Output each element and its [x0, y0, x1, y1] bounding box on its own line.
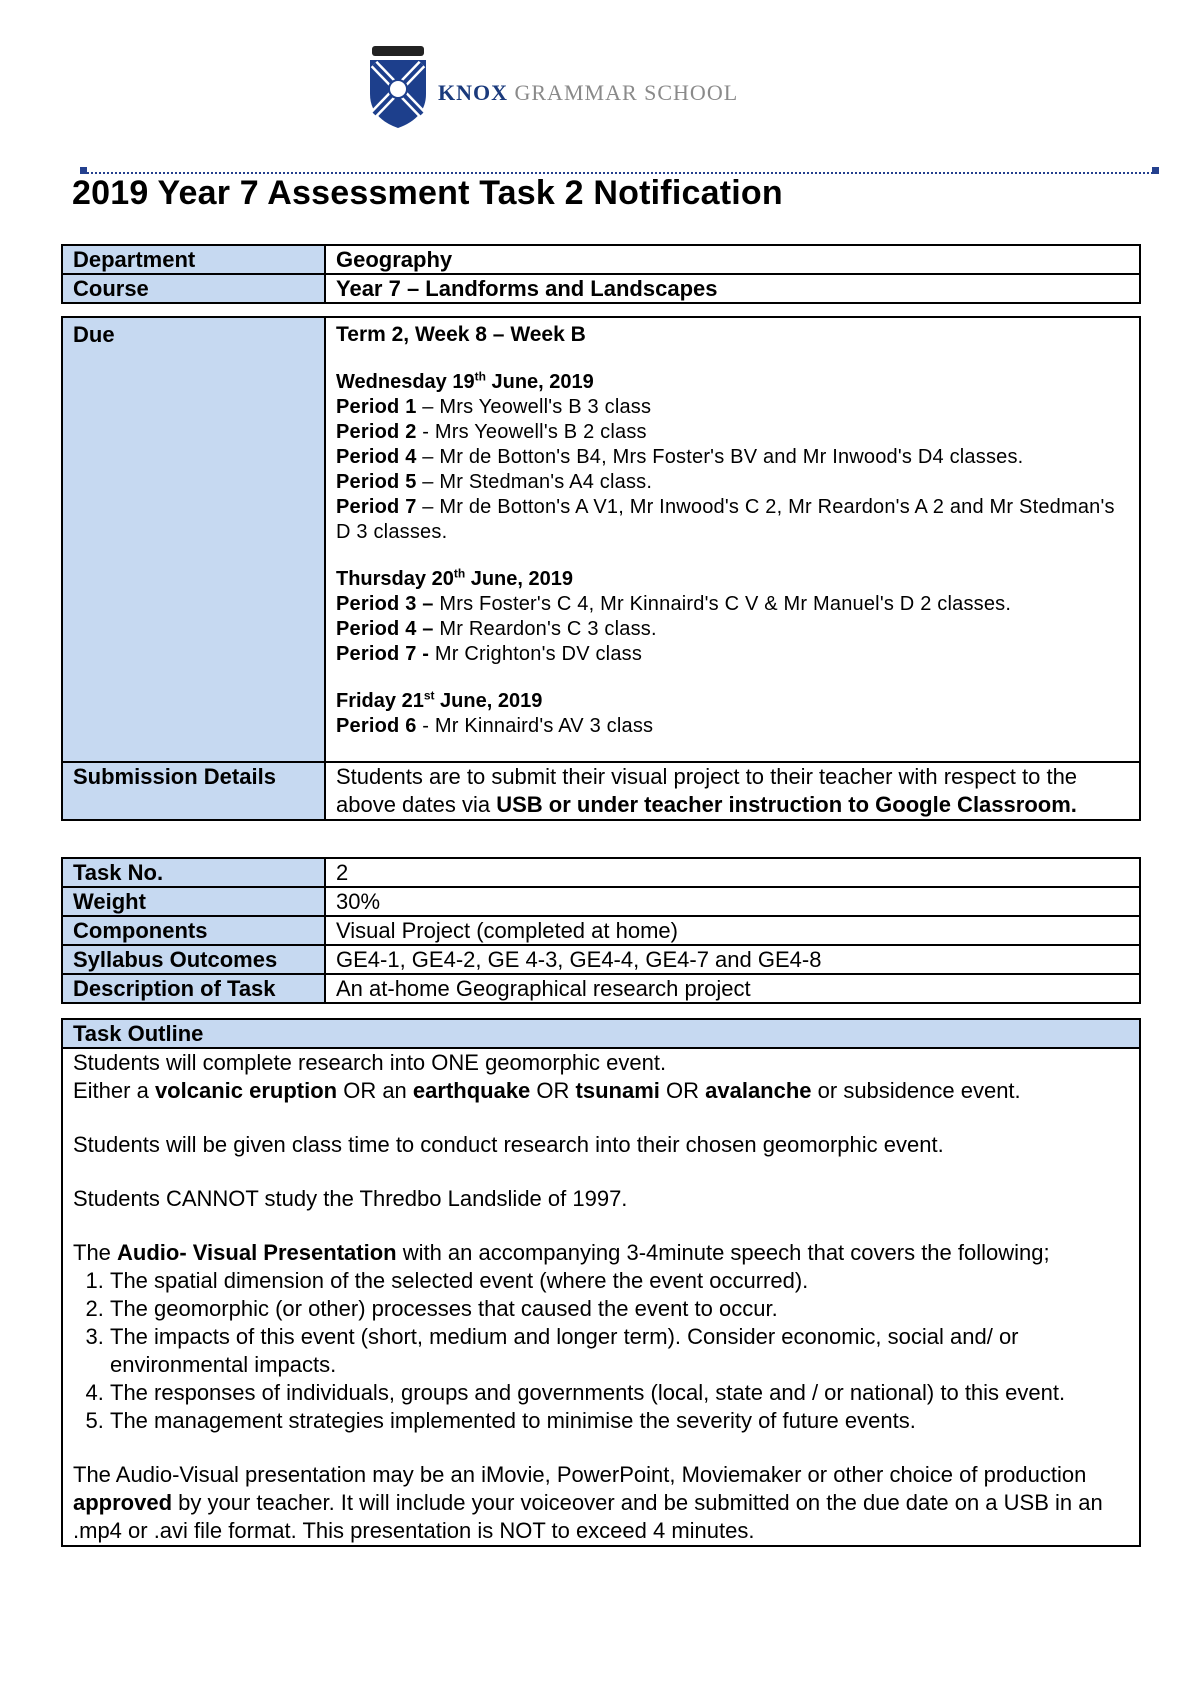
due-label: Due — [62, 317, 325, 762]
bold-run: tsunami — [575, 1078, 660, 1103]
period-line — [336, 495, 1129, 545]
list-item: 4. The responses of individuals, groups and governments (local, state and / or national) to this event. — [110, 1379, 1129, 1407]
school-logo — [366, 44, 766, 130]
list-item: 2. The geomorphic (or other) processes that caused the event to occur. — [110, 1295, 1129, 1323]
period-text: Mr Reardon's C 3 class. — [433, 618, 657, 640]
period-line — [336, 445, 1129, 470]
list-item: 5. The management strategies implemented to minimise the severity of future events. — [110, 1407, 1129, 1435]
task-row-value: GE4-1, GE4-2, GE 4-3, GE4-4, GE4-7 and GE4-8 — [325, 945, 1140, 974]
due-row — [62, 317, 1140, 762]
day-title — [336, 689, 1129, 714]
day-title — [336, 567, 1129, 592]
task-table — [61, 857, 1141, 1004]
submission-text: Students are to submit their visual project to their teacher with respect to the above dates via — [336, 764, 1078, 817]
task-row — [62, 945, 1140, 974]
task-row-label: Components — [62, 916, 325, 945]
period-label: Period 4 — [336, 446, 417, 468]
day-rest: June, 2019 — [465, 568, 573, 590]
period-text: Mr Crighton's DV class — [429, 643, 643, 665]
day-date: Wednesday 19 — [336, 371, 475, 393]
task-row — [62, 887, 1140, 916]
submission-label: Submission Details — [62, 762, 325, 820]
school-name-bold: KNOX — [438, 80, 508, 105]
period-text: – Mr de Botton's A V1, Mr Inwood's C 2, Mr Reardon's A 2 and Mr Stedman's D 3 classes. — [336, 496, 1115, 543]
outline-heading: Task Outline — [62, 1019, 1140, 1048]
text-run: OR an — [337, 1078, 413, 1103]
task-row — [62, 858, 1140, 887]
period-line — [336, 714, 1129, 739]
task-row-value: Visual Project (completed at home) — [325, 916, 1140, 945]
text-run: or subsidence event. — [811, 1078, 1021, 1103]
period-label: Period 3 – — [336, 593, 434, 615]
text-run: OR — [659, 1078, 706, 1103]
page-title: 2019 Year 7 Assessment Task 2 Notification — [72, 174, 783, 212]
outline-line: Students CANNOT study the Thredbo Landslide of 1997. — [73, 1186, 628, 1211]
period-text: – Mrs Yeowell's B 3 class — [416, 396, 652, 418]
outline-body-row — [62, 1048, 1140, 1546]
period-label: Period 6 — [336, 715, 417, 737]
course-table — [61, 244, 1141, 304]
school-name — [438, 80, 738, 106]
course-label: Course — [62, 274, 325, 303]
course-row — [62, 274, 1140, 303]
outline-line: Students will be given class time to conduct research into their chosen geomorphic event. — [73, 1132, 944, 1157]
outline-list — [73, 1267, 1129, 1435]
course-value: Year 7 – Landforms and Landscapes — [325, 274, 1140, 303]
period-line — [336, 617, 1129, 642]
task-row-value: 2 — [325, 858, 1140, 887]
task-row-value: An at-home Geographical research project — [325, 974, 1140, 1003]
day-title — [336, 370, 1129, 395]
due-heading: Term 2, Week 8 – Week B — [336, 323, 586, 346]
due-table — [61, 316, 1141, 821]
day-rest: June, 2019 — [485, 371, 594, 393]
list-item: 1. The spatial dimension of the selected event (where the event occurred). — [110, 1267, 1129, 1295]
bold-run: volcanic eruption — [154, 1078, 338, 1103]
text-run: Either a — [73, 1078, 155, 1103]
outline-body — [62, 1048, 1140, 1546]
submission-row — [62, 762, 1140, 820]
school-name-rest: GRAMMAR SCHOOL — [514, 80, 739, 105]
spacer — [73, 1213, 1129, 1239]
day-date: Thursday 20 — [336, 568, 454, 590]
task-row-value: 30% — [325, 887, 1140, 916]
submission-value — [325, 762, 1140, 820]
task-row — [62, 916, 1140, 945]
text-run: with an accompanying 3-4minute speech that covers the following; — [396, 1240, 1050, 1265]
day-rest: June, 2019 — [434, 690, 543, 712]
text-run: OR — [530, 1078, 576, 1103]
period-text: - Mr Kinnaird's AV 3 class — [416, 715, 654, 737]
department-row — [62, 245, 1140, 274]
spacer — [73, 1159, 1129, 1185]
task-row — [62, 974, 1140, 1003]
day-suffix: th — [453, 566, 466, 581]
text-run: The Audio-Visual presentation may be an iMovie, PowerPoint, Moviemaker or other choice of production — [73, 1462, 1087, 1487]
outline-line — [73, 1461, 1129, 1545]
period-label: Period 5 — [336, 471, 417, 493]
text-run: by your teacher. It will include your voiceover and be submitted on the due date on a USB in an .mp4 or .avi file format. This presentation is NOT to exceed 4 minutes. — [73, 1490, 1103, 1543]
outline-line — [73, 1239, 1129, 1267]
department-value: Geography — [325, 245, 1140, 274]
outline-heading-row — [62, 1019, 1140, 1048]
period-label: Period 4 – — [336, 618, 434, 640]
outline-table — [61, 1018, 1141, 1547]
period-line — [336, 420, 1129, 445]
day-suffix: st — [423, 688, 435, 703]
period-text: – Mr Stedman's A4 class. — [416, 471, 653, 493]
school-crest-icon — [366, 44, 430, 130]
task-row-label: Weight — [62, 887, 325, 916]
task-row-label: Task No. — [62, 858, 325, 887]
outline-line — [73, 1077, 1129, 1105]
spacer — [73, 1105, 1129, 1131]
submission-bold-text: USB or under teacher instruction to Google Classroom. — [496, 792, 1077, 817]
period-line — [336, 395, 1129, 420]
day-suffix: th — [474, 369, 486, 384]
period-line — [336, 470, 1129, 495]
text-run: The — [73, 1240, 118, 1265]
rule-endpoint-right — [1152, 167, 1159, 174]
period-label: Period 7 - — [336, 643, 430, 665]
outline-line: Students will complete research into ONE geomorphic event. — [73, 1050, 667, 1075]
bold-run: avalanche — [705, 1078, 812, 1103]
spacer — [73, 1435, 1129, 1461]
period-text: Mrs Foster's C 4, Mr Kinnaird's C V & Mr Manuel's D 2 classes. — [433, 593, 1012, 615]
task-row-label: Syllabus Outcomes — [62, 945, 325, 974]
period-label: Period 2 — [336, 421, 417, 443]
bold-run: earthquake — [412, 1078, 531, 1103]
period-text: – Mr de Botton's B4, Mrs Foster's BV and Mr Inwood's D4 classes. — [416, 446, 1024, 468]
department-label: Department — [62, 245, 325, 274]
due-value — [325, 317, 1140, 762]
period-label: Period 7 — [336, 496, 417, 518]
bold-run: Audio- Visual Presentation — [117, 1240, 397, 1265]
task-row-label: Description of Task — [62, 974, 325, 1003]
period-line — [336, 592, 1129, 617]
period-label: Period 1 — [336, 396, 417, 418]
period-line — [336, 642, 1129, 667]
bold-run: approved — [73, 1490, 173, 1515]
list-item: 3. The impacts of this event (short, medium and longer term). Consider economic, social and/ or environmental impacts. — [110, 1323, 1129, 1379]
period-text: - Mrs Yeowell's B 2 class — [416, 421, 647, 443]
day-date: Friday 21 — [336, 690, 424, 712]
